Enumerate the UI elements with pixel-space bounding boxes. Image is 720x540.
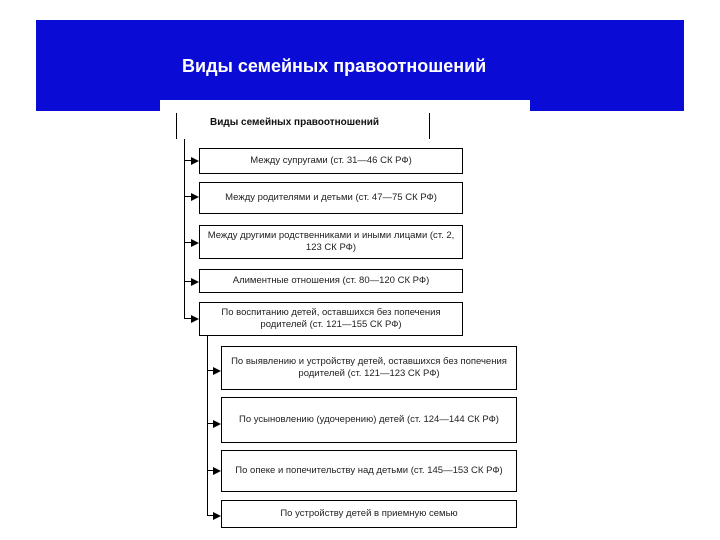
diagram-title: Виды семейных правоотношений [210, 117, 380, 128]
arrow-icon [191, 157, 199, 165]
header-left-bracket [176, 113, 177, 139]
sub-item-box: По устройству детей в приемную семью [221, 500, 517, 528]
main-item-box: Между другими родственниками и иными лицами (ст. 2, 123 СК РФ) [199, 225, 463, 259]
arrow-icon [191, 278, 199, 286]
header-right-bracket [429, 113, 430, 139]
main-trunk-line [184, 139, 185, 319]
arrow-icon [213, 512, 221, 520]
arrow-icon [213, 367, 221, 375]
main-item-box: По воспитанию детей, оставшихся без попечения родителей (ст. 121—155 СК РФ) [199, 302, 463, 336]
arrow-icon [213, 467, 221, 475]
main-item-box: Алиментные отношения (ст. 80—120 СК РФ) [199, 269, 463, 293]
sub-item-box: По усыновлению (удочерению) детей (ст. 124—144 СК РФ) [221, 397, 517, 443]
sub-trunk-line [207, 336, 208, 516]
sub-item-box: По выявлению и устройству детей, оставшихся без попечения родителей (ст. 121—123 СК РФ) [221, 346, 517, 390]
main-item-box: Между родителями и детьми (ст. 47—75 СК РФ) [199, 182, 463, 214]
arrow-icon [213, 420, 221, 428]
arrow-icon [191, 239, 199, 247]
arrow-icon [191, 193, 199, 201]
scan-top-strip [160, 100, 530, 112]
main-item-box: Между супругами (ст. 31—46 СК РФ) [199, 148, 463, 174]
slide-title: Виды семейных правоотношений [182, 56, 487, 76]
sub-item-box: По опеке и попечительству над детьми (ст. 145—153 СК РФ) [221, 450, 517, 492]
arrow-icon [191, 315, 199, 323]
